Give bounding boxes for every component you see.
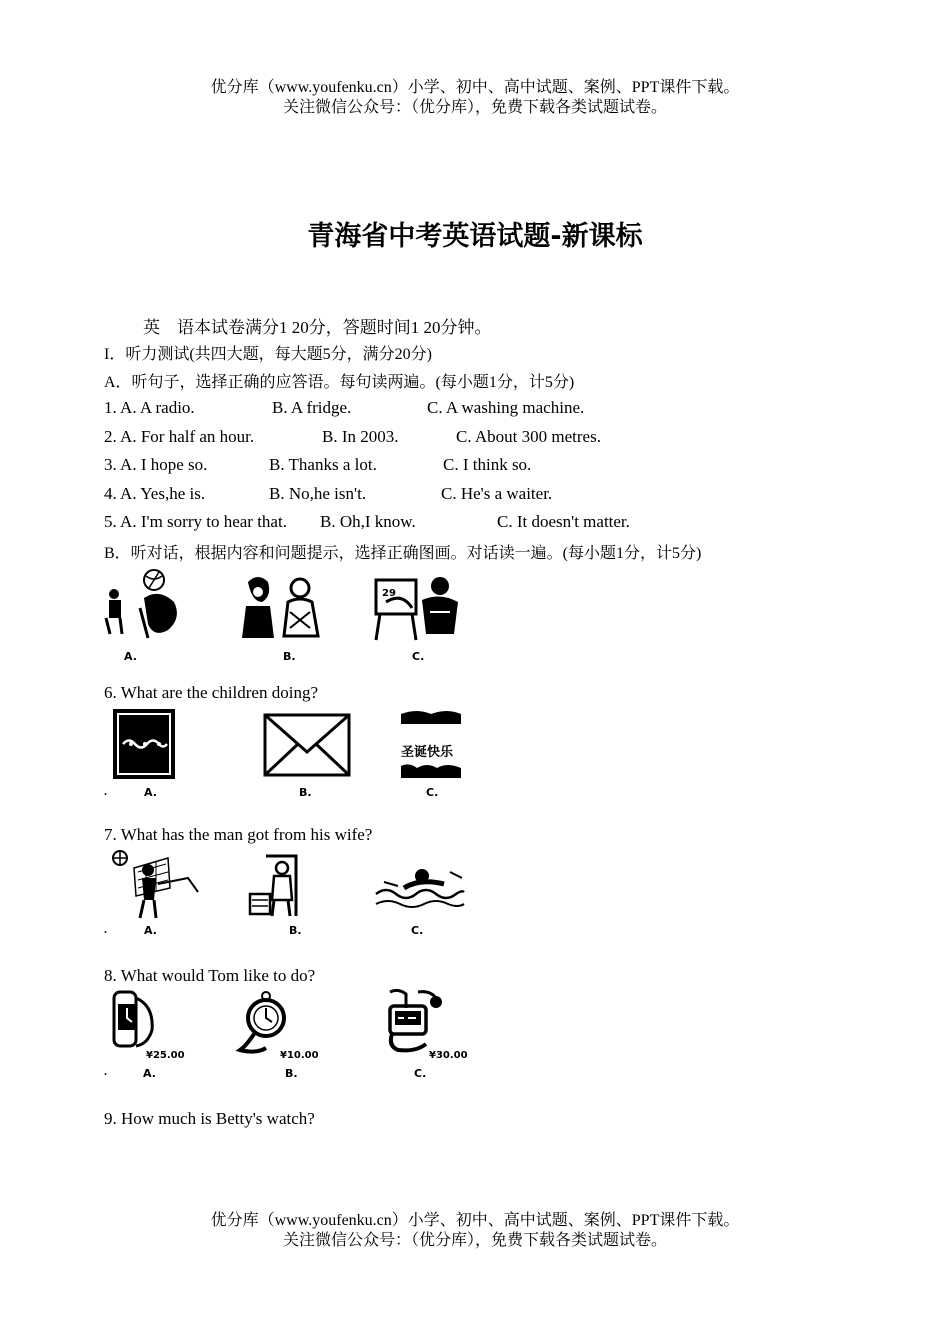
question-6: 6. What are the children doing?: [104, 683, 318, 702]
option-label-a: A.: [144, 786, 157, 799]
option-label-c: C.: [414, 1067, 427, 1080]
question-2-option-b: B. In 2003.: [322, 427, 399, 446]
question-5-option-b: B. Oh,I know.: [320, 512, 416, 531]
price-a: ¥25.00: [146, 1050, 185, 1061]
option-label-a: A.: [124, 650, 137, 663]
christmas-card-text: 圣诞快乐: [401, 745, 454, 760]
children-playing-ball-icon: [104, 568, 184, 646]
question-5: 5. A. I'm sorry to hear that.: [104, 512, 287, 531]
girls-talking-icon: [238, 572, 328, 644]
digital-watch-icon: [382, 988, 444, 1054]
exam-intro: 英 语本试卷满分1 20分，答题时间1 20分钟。: [143, 318, 492, 337]
question-9: 9. How much is Betty's watch?: [104, 1109, 315, 1128]
volleyball-player-icon: [108, 848, 200, 920]
header-line-1: 优分库（www.youfenku.cn）小学、初中、高中试题、案例、PPT课件下载。: [210, 79, 740, 96]
question-5-option-c: C. It doesn't matter.: [497, 512, 630, 531]
option-label-a: A.: [143, 1067, 156, 1080]
question-1-option-c: C. A washing machine.: [427, 398, 585, 417]
question-2: 2. A. For half an hour.: [104, 427, 255, 446]
question-3-option-b: B. Thanks a lot.: [269, 455, 377, 474]
footer-line-2: 关注微信公众号：（优分库），免费下载各类试题试卷。: [282, 1232, 667, 1249]
footer-line-1: 优分库（www.youfenku.cn）小学、初中、高中试题、案例、PPT课件下载。: [210, 1212, 740, 1229]
question-2-option-c: C. About 300 metres.: [456, 427, 601, 446]
question-3-option-c: C. I think so.: [443, 455, 532, 474]
shopping-man-icon: [248, 852, 308, 920]
question-1-option-b: B. A fridge.: [272, 398, 352, 417]
pocket-watch-icon: [236, 990, 296, 1058]
children-painting-icon: [372, 572, 462, 644]
question-4: 4. A. Yes,he is.: [104, 484, 206, 503]
question-4-option-c: C. He's a waiter.: [441, 484, 553, 503]
row-marker: .: [104, 1064, 107, 1078]
option-label-c: C.: [412, 650, 425, 663]
section-1-heading: I．听力测试(共四大题，每大题5分，满分20分): [104, 346, 432, 363]
option-label-b: B.: [289, 924, 302, 937]
question-4-option-b: B. No,he isn't.: [269, 484, 367, 503]
row-marker: .: [104, 784, 107, 798]
watch-icon: [108, 990, 160, 1050]
part-b-heading: B．听对话，根据内容和问题提示，选择正确图画。对话读一遍。(每小题1分，计5分): [104, 545, 702, 562]
page-title: 青海省中考英语试题-新课标: [307, 221, 643, 252]
row-marker: .: [104, 922, 107, 936]
calendar-number: 29: [382, 588, 396, 599]
price-c: ¥30.00: [429, 1050, 468, 1061]
option-label-b: B.: [299, 786, 312, 799]
option-label-a: A.: [144, 924, 157, 937]
envelope-icon: [262, 712, 352, 778]
picture-frame-icon: [111, 707, 177, 781]
option-label-b: B.: [285, 1067, 298, 1080]
part-a-heading: A．听句子，选择正确的应答语。每句读两遍。(每小题1分，计5分): [104, 374, 575, 391]
question-1: 1. A. A radio.: [104, 398, 195, 417]
question-7: 7. What has the man got from his wife?: [104, 825, 373, 844]
option-label-c: C.: [426, 786, 439, 799]
price-b: ¥10.00: [280, 1050, 319, 1061]
swimmer-icon: [374, 864, 466, 912]
option-label-c: C.: [411, 924, 424, 937]
question-3: 3. A. I hope so.: [104, 455, 208, 474]
christmas-card-icon: [397, 708, 465, 782]
header-line-2: 关注微信公众号：（优分库），免费下载各类试题试卷。: [282, 99, 667, 116]
question-8: 8. What would Tom like to do?: [104, 966, 316, 985]
option-label-b: B.: [283, 650, 296, 663]
